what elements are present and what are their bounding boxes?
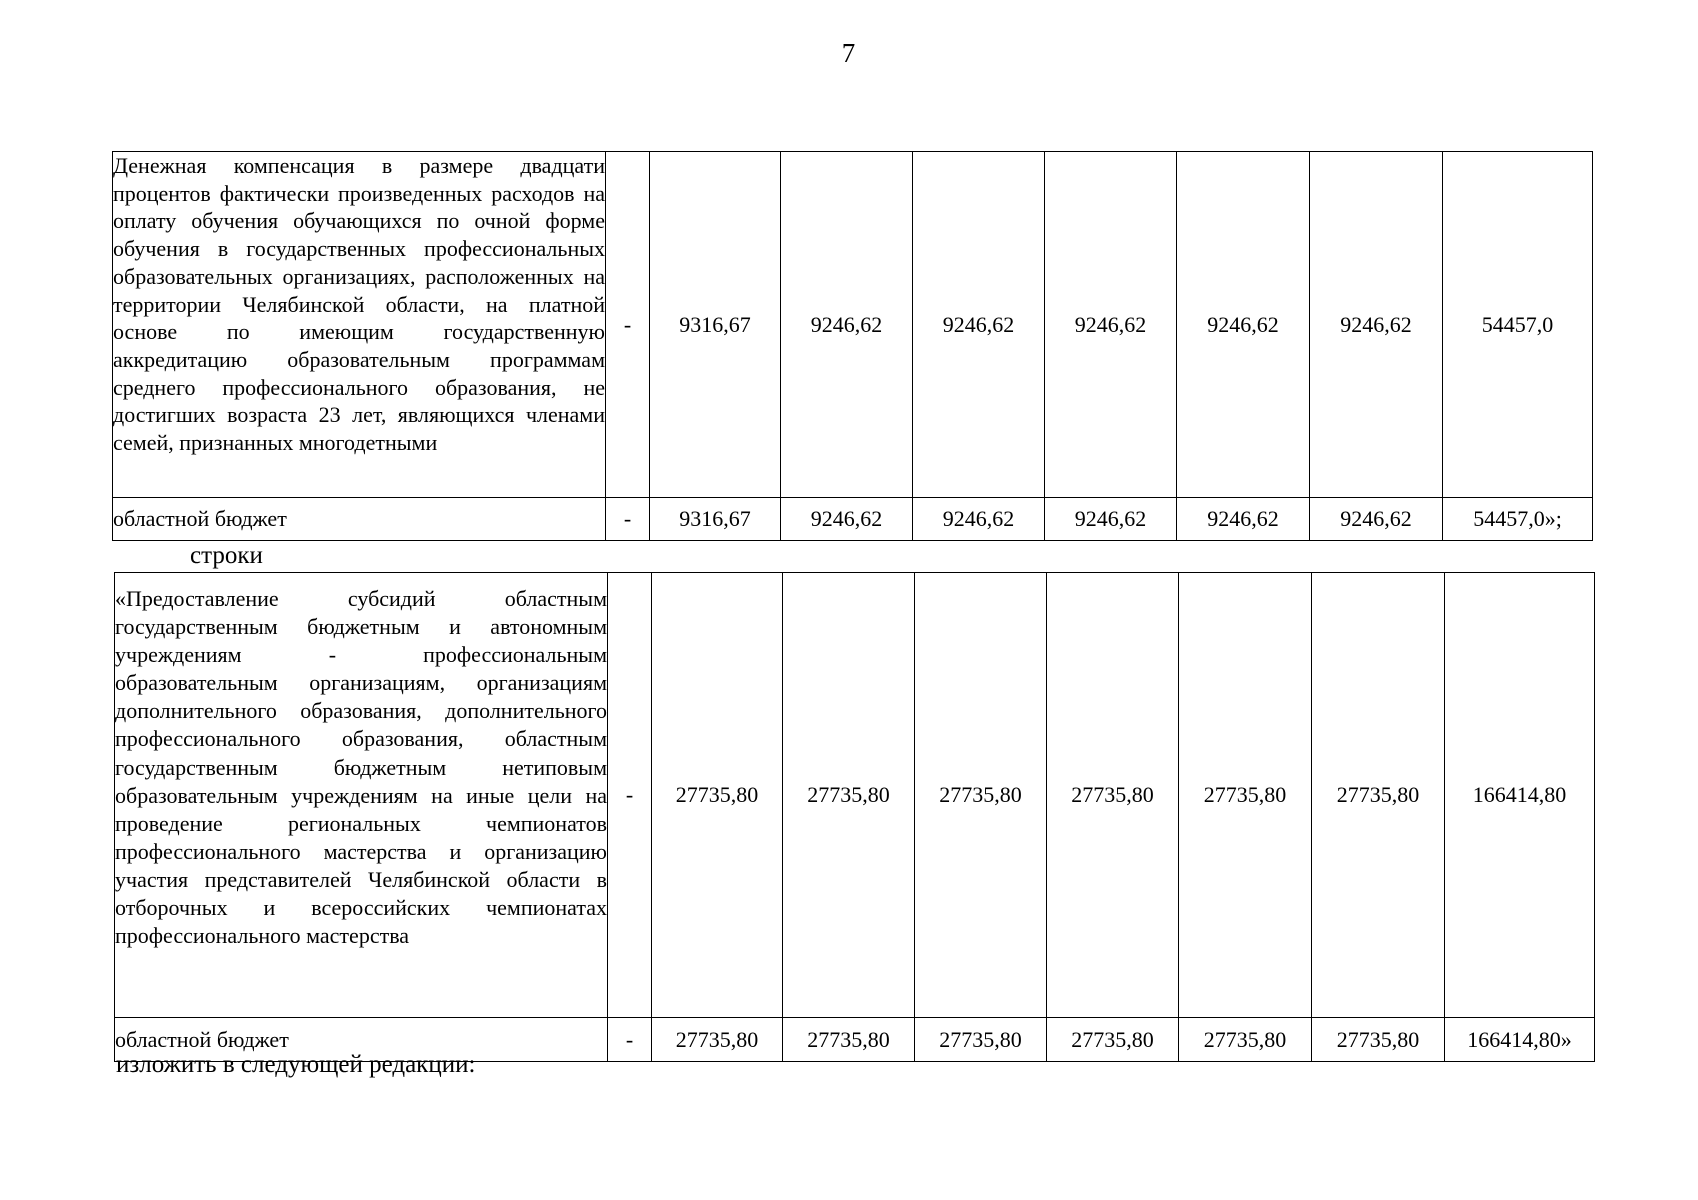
row-dash-cell: -: [606, 498, 650, 541]
value-cell: 9246,62: [913, 498, 1045, 541]
value-cell: 9246,62: [1310, 152, 1443, 498]
total-cell: 166414,80: [1445, 573, 1595, 1018]
value-cell: 27735,80: [783, 1018, 915, 1062]
value-cell: 27735,80: [1047, 573, 1179, 1018]
value-cell: 27735,80: [783, 573, 915, 1018]
row-dash-cell: -: [606, 152, 650, 498]
value-cell: 9316,67: [650, 498, 781, 541]
value-cell: 9246,62: [1045, 152, 1177, 498]
value-cell: 27735,80: [1312, 1018, 1445, 1062]
budget-label: областной бюджет: [115, 1018, 608, 1062]
value-cell: 9246,62: [1045, 498, 1177, 541]
connector-text: строки: [190, 542, 263, 569]
value-cell: 27735,80: [1179, 1018, 1312, 1062]
row-description: Денежная компенсация в размере двадцати процентов фактически произведенных расходов на оплату обучения обучающихся по очной форме обучения в государственных профессиональных образовательных организациях, расположенных на территории Челябинской области, на платной основе по имеющим государственную аккредитацию образовательным программам среднего профессионального образования, не достигших возраста 23 лет, являющихся членами семей, признанных многодетными: [113, 152, 606, 498]
value-cell: 9246,62: [1177, 498, 1310, 541]
value-cell: 27735,80: [1312, 573, 1445, 1018]
closing-text: изложить в следующей редакции:: [116, 1051, 476, 1078]
value-cell: 27735,80: [652, 1018, 783, 1062]
value-cell: 27735,80: [915, 573, 1047, 1018]
value-cell: 9246,62: [781, 152, 913, 498]
table-row-main: [113, 152, 1593, 498]
row-dash-cell: -: [608, 573, 652, 1018]
budget-table-subsidies: [114, 572, 1595, 1062]
value-cell: 9316,67: [650, 152, 781, 498]
page-number: 7: [841, 38, 857, 68]
total-cell: 166414,80»: [1445, 1018, 1595, 1062]
total-cell: 54457,0»;: [1443, 498, 1593, 541]
row-description: «Предоставление субсидий областным государственным бюджетным и автономным учреждениям - профессиональным образовательным организациям, организациям дополнительного образования, дополнительного профессионального образования, областным государственным бюджетным нетиповым образовательным учреждениям на иные цели на проведение региональных чемпионатов профессионального мастерства и организацию участия представителей Челябинской области в отборочных и всероссийских чемпионатах профессионального мастерства: [115, 573, 608, 1018]
budget-label: областной бюджет: [113, 498, 606, 541]
value-cell: 27735,80: [652, 573, 783, 1018]
value-cell: 27735,80: [1047, 1018, 1179, 1062]
value-cell: 27735,80: [1179, 573, 1312, 1018]
table-row-main: [115, 573, 1595, 1018]
value-cell: 27735,80: [915, 1018, 1047, 1062]
value-cell: 9246,62: [781, 498, 913, 541]
value-cell: 9246,62: [913, 152, 1045, 498]
table-row-budget: [113, 498, 1593, 541]
total-cell: 54457,0: [1443, 152, 1593, 498]
value-cell: 9246,62: [1310, 498, 1443, 541]
row-dash-cell: -: [608, 1018, 652, 1062]
value-cell: 9246,62: [1177, 152, 1310, 498]
budget-table-compensation: [112, 151, 1593, 541]
